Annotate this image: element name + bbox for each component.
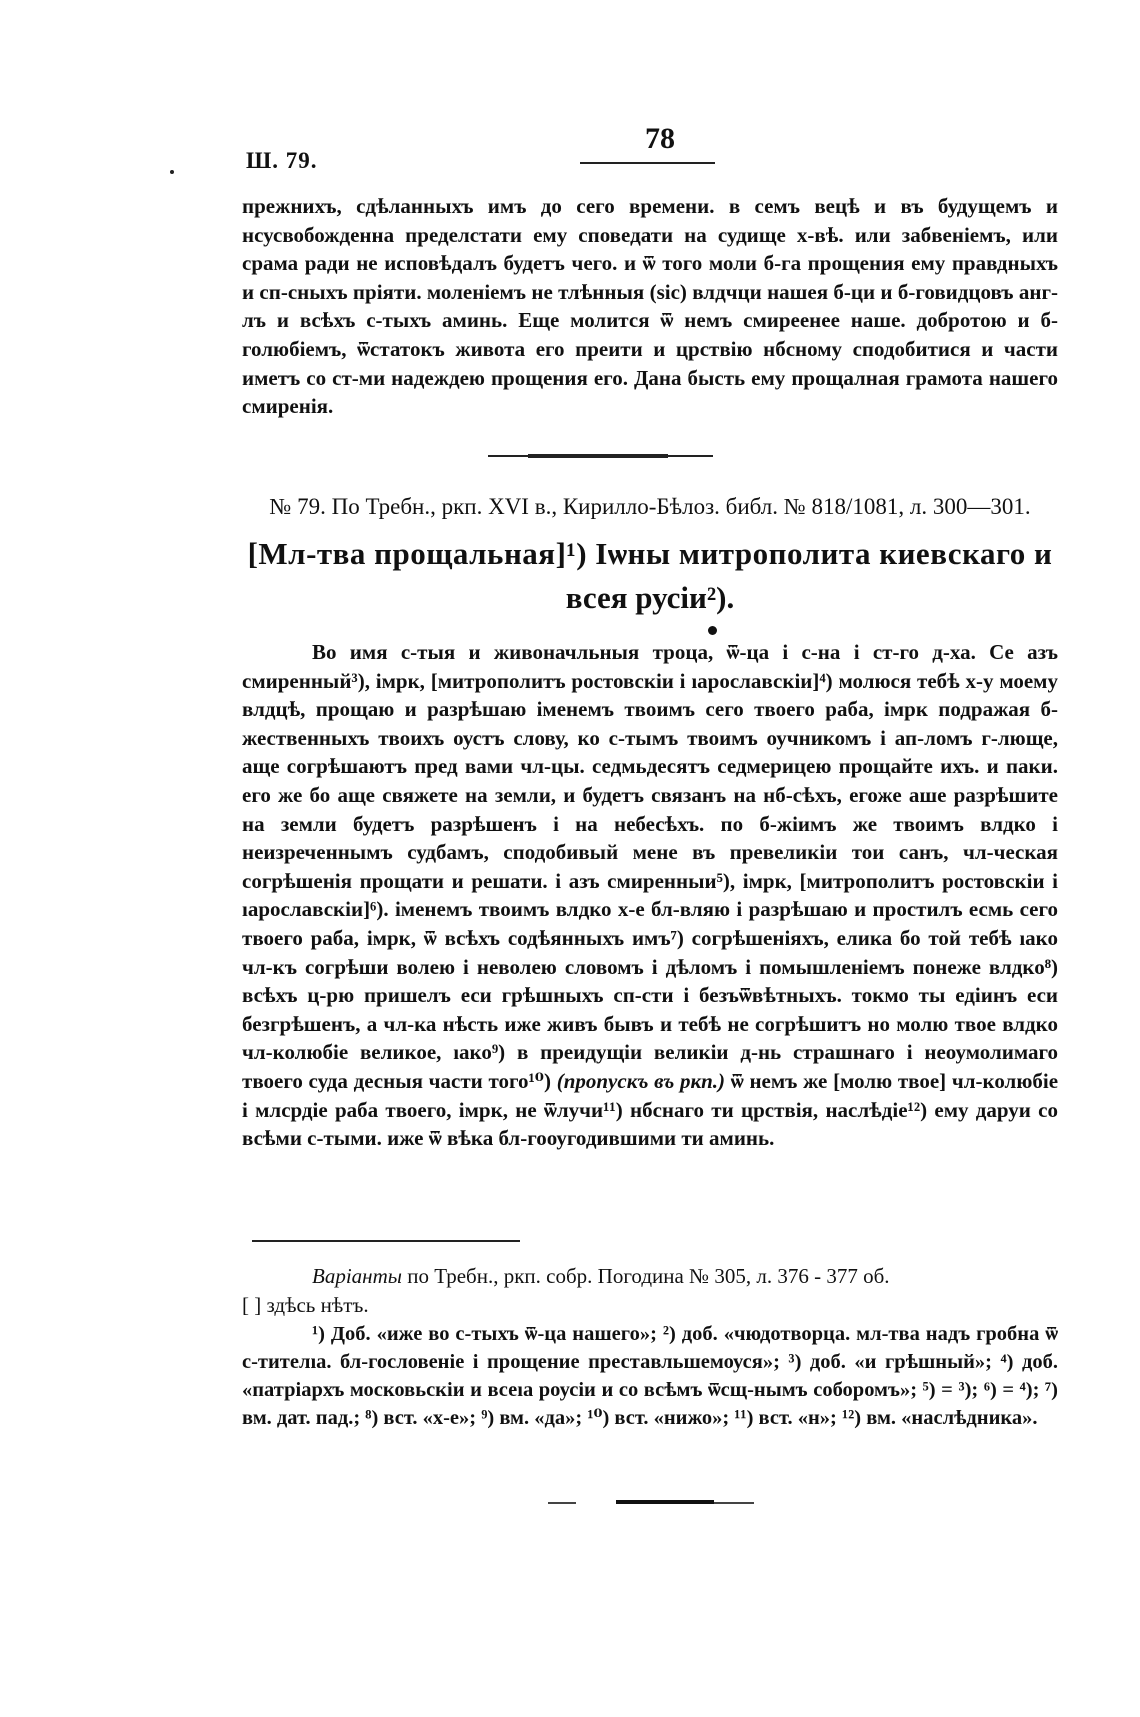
brackets-note: [ ] здѣсь нѣтъ. xyxy=(242,1292,369,1317)
document-title-line1: [Мл-тва прощальная]¹) Iѡны митрополита киевскаго и xyxy=(247,536,1053,571)
document-title-line2: всея русiи²). xyxy=(565,580,735,615)
section-divider-right xyxy=(668,455,713,457)
prayer-text xyxy=(242,638,1058,1153)
prayer-body: Во имя с-тыя и живоначльныя троца, ѿ-ца i с-на i ст-го д-ха. Се азъ смиренный³), iмрк, [митрополитъ ростовскiи i ıарославскiи]⁴) молюся тебѣ х-у моему влдцѣ, прощаю и разрѣшаю iменемъ твоимъ сего твоего раба, iмрк подражая б-жественныхъ твоихъ оустъ слову, ко с-тымъ твоимъ оучникомъ i ап-ломъ г-люще, аще согрѣшаютъ пред вами чл-цы. седмьдесятъ седмерицею прощайте ихъ. и паки. его же бо аще свяжете на земли, и будетъ связанъ на нб-сѣхъ, егоже аше разрѣшите на земли будетъ разрѣшенъ i на небесѣхъ. по б-жiимъ же твоимъ влдко i неизреченнымъ судбамъ, сподобивый мене въ превеликiи тои санъ, чл-ческая согрѣшенiя прощати и решати. i азъ смиренныи⁵), iмрк, [митрополитъ ростовскiи i ıарославскiи]⁶). iменемъ твоимъ влдко х-е бл-вляю i разрѣшаю и простилъ есмь сего твоего раба, iмрк, ѿ всѣхъ содѣянныхъ имъ⁷) согрѣшенiяхъ, елика бо той тебѣ ıако чл-къ согрѣши волею i неволею словомъ i дѣломъ i помышленiемъ понеже влдко⁸) всѣхъ ц-рю пришелъ еси грѣшныхъ сп-сти i безъѿвѣтныхъ. токмо ты едiинъ еси безгрѣшенъ, а чл-ка нѣсть иже живъ бывъ и тебѣ не согрѣшитъ но молю твое влдко чл-колюбiе великое, ıако⁹) в преидущiи великiи д-нь страшнаго i неоумолимаго твоего суда десныя части того¹⁰) xyxy=(242,640,1058,1093)
running-header: Ш. 79. xyxy=(246,148,318,173)
variants-source-line xyxy=(242,1262,1058,1291)
lacuna-note: (пропускъ въ ркп.) xyxy=(556,1068,726,1093)
ornament-dot xyxy=(708,626,717,635)
margin-dot xyxy=(170,170,174,174)
end-rule xyxy=(616,1500,714,1504)
page-number-rule xyxy=(580,162,715,164)
variants-heading xyxy=(242,1262,1058,1319)
footnotes: ¹) Доб. «иже во с-тыхъ ѿ-ца нашего»; ²) доб. «чюдотворца. мл-тва надъ гробна ѿ с-тителıа. бл-гословенiе i прощение преставльшемоуся»; ³) доб. «и грѣшный»; ⁴) доб. «патрiархъ московьскiи и всеıа роусiи и со всѣмъ ѿсщ-нымъ соборомъ»; ⁵) = ³); ⁶) = ⁴); ⁷) вм. дат. пад.; ⁸) вст. «х-е»; ⁹) вм. «да»; ¹⁰) вст. «нижо»; ¹¹) вст. «н»; ¹²) вм. «наслѣдника». xyxy=(242,1323,1058,1429)
section-divider xyxy=(528,454,668,458)
document-reference: № 79. По Требн., ркп. XVI в., Кирилло-Бѣлоз. библ. № 818/1081, л. 300—301. xyxy=(269,494,1031,519)
prayer-ending: ѿ немъ же [молю твое] чл-колюбiе i млсрдiе раба твоего, iмрк, не ѿлучи¹¹) нбснаго ти црствiя, наслѣдiе¹²) ему даруи со всѣми с-тыми. иже ѿ вѣка бл-гооугодившими ти аминь. xyxy=(242,1068,1059,1151)
end-rule-right xyxy=(714,1502,754,1504)
paragraph-continuation: прежнихъ, сдѣланныхъ имъ до сего времени. в семъ вецѣ и въ будущемъ и нсусвобожденна пределстати ему споведати на судище х-вѣ. или забвенiемъ, или срама ради не исповѣдалъ будетъ чего. и ѿ того моли б-га прощения ему правдныхъ и сп-сныхъ прiяти. моленiемъ не тлѣнныя (sic) влдчци нашея б-ци и б-говидцовъ анг-лъ и всѣхъ с-тыхъ аминь. Еще молится ѿ немъ смиреенее наше. добротою и б-голюбiемъ, ѿстатокъ живота его преити и црствiю нбсному сподобитися и части иметъ со ст-ми надеждею прощения его. Дана бысть ему прощалная грамота нашего смиренiя. xyxy=(242,194,1058,419)
variants-source: по Требн., ркп. собр. Погодина № 305, л. 376 - 377 об. xyxy=(407,1264,890,1288)
variants-label: Варiанты xyxy=(312,1264,402,1288)
section-divider-left xyxy=(488,455,528,457)
end-rule-left xyxy=(548,1502,576,1504)
page-number: 78 xyxy=(645,122,675,155)
footnote-rule xyxy=(252,1240,520,1242)
